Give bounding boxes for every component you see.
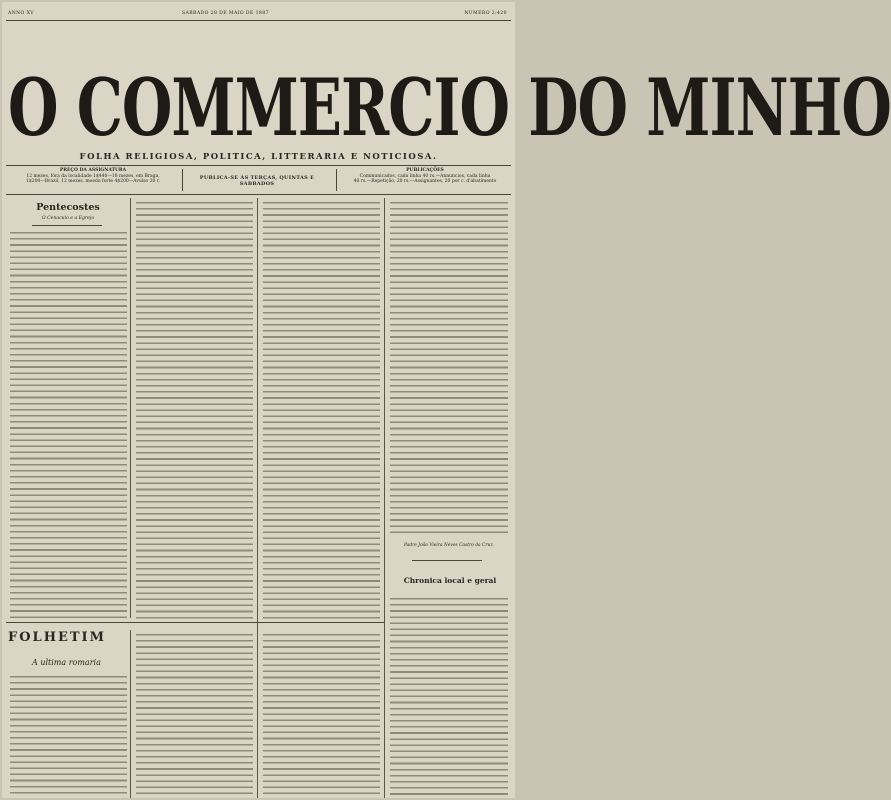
folhetim-col-3 — [263, 632, 380, 796]
infobar-top-rule — [6, 165, 511, 166]
column-divider — [130, 198, 131, 618]
header-rule — [6, 20, 511, 21]
masthead-subtitle: FOLHA RELIGIOSA, POLITICA, LITTERARIA E NOTICIOSA. — [79, 152, 438, 162]
subscription-heading: PREÇO DA ASSIGNATURA — [59, 168, 127, 173]
title-rule — [32, 225, 102, 226]
issue-number: NUMERO 2:420 — [464, 11, 507, 16]
infobar-bottom-rule — [6, 194, 511, 195]
column-2-text — [136, 200, 253, 620]
anno-label: ANNO XV — [8, 11, 34, 16]
folhetim-heading: FOLHETIM — [8, 630, 107, 645]
folhetim-col-2 — [136, 632, 253, 796]
masthead-title: O COMMERCIO DO MINHO — [8, 62, 891, 154]
publication-days: PUBLICA-SE ÀS TERÇAS, QUINTAS E SABBADOS — [199, 175, 315, 187]
publications-box — [340, 168, 510, 185]
article-subtitle: O Cenaculo e a Egreja — [41, 216, 95, 221]
column-divider — [257, 198, 258, 798]
newspaper-page — [2, 2, 891, 798]
publications-line: 40 rs.—Repetição, 20 rs.—Assignantes, 20 por c. d'abatimento — [353, 179, 497, 185]
chronica-text — [390, 596, 508, 796]
publications-line: Communicados, cada linha 40 rs.—Annuncios, cada linha — [359, 173, 491, 179]
column-divider — [384, 198, 385, 798]
column-1-text — [10, 230, 127, 618]
subscription-line: 1$200—Brazil, 12 mezes, moeda forte 4$200—Avulso 20 r. — [26, 179, 160, 185]
column-divider — [130, 630, 131, 798]
subscription-line: 12 mezes, fóra da localidade 1$440—18 mezes, em Braga, — [26, 173, 160, 179]
article-signature: Padre João Vieira Neves Castro da Cruz. — [403, 543, 495, 548]
issue-date: SABBADO 28 DE MAIO DE 1887 — [182, 11, 269, 16]
article-title: Pentecostes — [36, 202, 100, 213]
folhetim-subtitle: A ultima romaria — [32, 658, 101, 667]
divider — [336, 169, 337, 191]
signature-rule — [412, 560, 482, 561]
publications-heading: PUBLICAÇÕES — [406, 168, 444, 173]
folhetim-col-1 — [10, 674, 127, 796]
column-3-text — [263, 200, 380, 620]
column-4-text — [390, 200, 508, 536]
chronica-heading: Chronica local e geral — [403, 576, 497, 585]
folhetim-rule — [6, 622, 384, 623]
subscription-box — [8, 168, 178, 185]
